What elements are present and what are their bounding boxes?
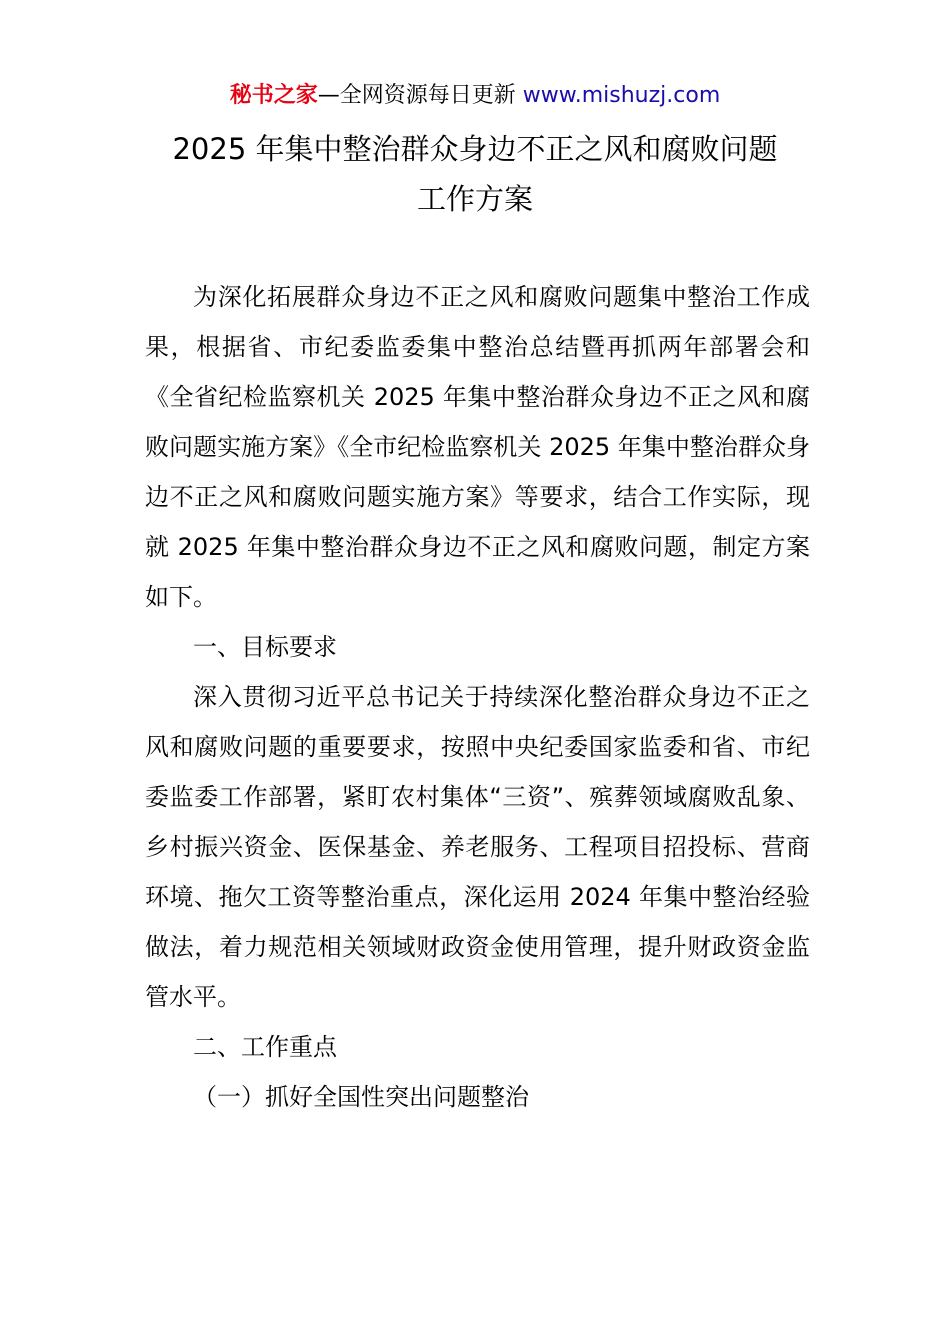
title-line-2: 工作方案 (416, 182, 533, 216)
header-tagline: —全网资源每日更新 (317, 83, 523, 108)
section-2-subheading-1: （一）抓好全国性突出问题整治 (193, 1083, 529, 1111)
title-line-1: 2025 年集中整治群众身边不正之风和腐败问题 (172, 132, 778, 166)
section-2-heading: 二、工作重点 (193, 1033, 337, 1061)
document-body (145, 272, 810, 1122)
section-1-paragraph: 深入贯彻习近平总书记关于持续深化整治群众身边不正之风和腐败问题的重要要求，按照中央纪委国家监委和省、市纪委监委工作部署，紧盯农村集体“三资”、殡葬领域腐败乱象、乡村振兴资金、医保基金、养老服务、工程项目招投标、营商环境、拖欠工资等整治重点，深化运用 2024 年集中整治经验做法，着力规范相关领域财政资金使用管理，提升财政资金监管水平。 (145, 683, 810, 1011)
intro-paragraph: 为深化拓展群众身边不正之风和腐败问题集中整治工作成果，根据省、市纪委监委集中整治总结暨再抓两年部署会和《全省纪检监察机关 2025 年集中整治群众身边不正之风和腐败问题实施方案》《全市纪检监察机关 2025 年集中整治群众身边不正之风和腐败问题实施方案》等要求，结合工作实际，现就 2025 年集中整治群众身边不正之风和腐败问题，制定方案如下。 (145, 283, 810, 611)
site-link[interactable]: www.mishuzj.com (522, 83, 721, 108)
document-title (60, 124, 890, 224)
brand-name[interactable]: 秘书之家 (229, 83, 318, 108)
section-1-heading: 一、目标要求 (193, 633, 337, 661)
site-header (0, 80, 950, 112)
